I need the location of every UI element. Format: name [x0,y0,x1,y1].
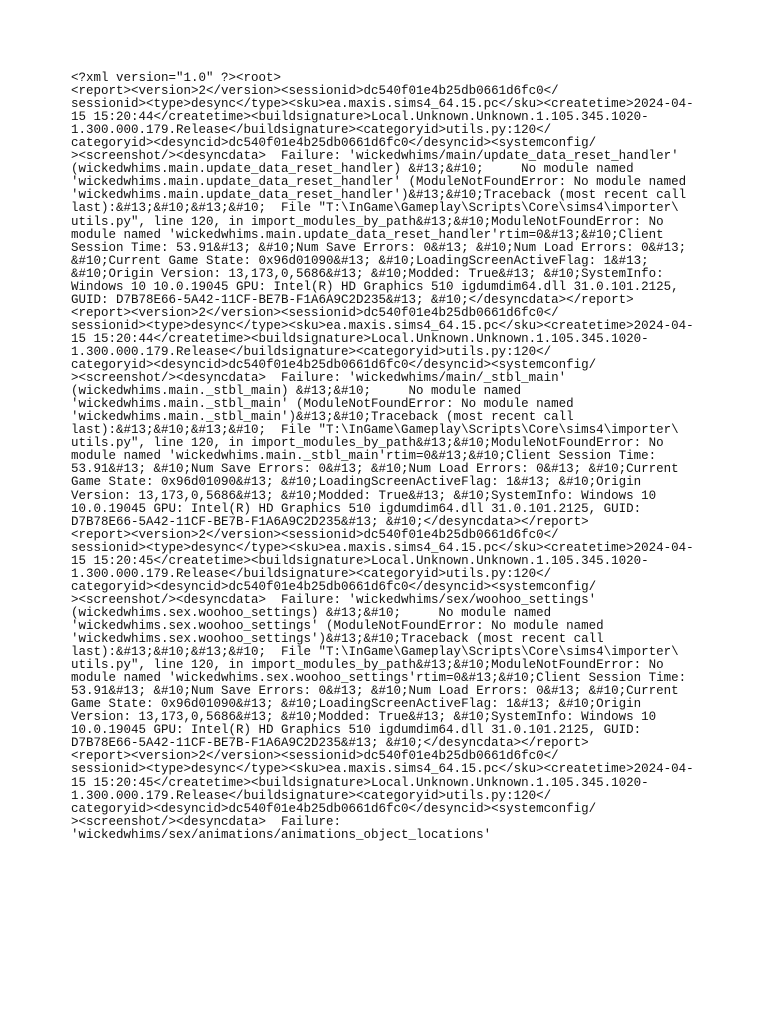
document-line: last):&#13;&#10;&#13;&#10; File "T:\InGame\Gameplay\Scripts\Core\sims4\importer\ [71,201,679,216]
document-line: <report><version>2</version><sessionid>dc540f01e4b25db0661d6fc0</ [71,749,559,764]
document-line: Version: 13,173,0,5686&#13; &#10;Modded: True&#13; &#10;SystemInfo: Windows 10 [71,710,657,725]
document-line: D7B78E66-5A42-11CF-BE7B-F1A6A9C2D235&#13; &#10;</desyncdata></report> [71,736,589,751]
document-line: <report><version>2</version><sessionid>dc540f01e4b25db0661d6fc0</ [71,305,559,320]
document-line: Version: 13,173,0,5686&#13; &#10;Modded: True&#13; &#10;SystemInfo: Windows 10 [71,488,657,503]
document-line: last):&#13;&#10;&#13;&#10; File "T:\InGame\Gameplay\Scripts\Core\sims4\importer\ [71,423,679,438]
document-line: &#10;Origin Version: 13,173,0,5686&#13; &#10;Modded: True&#13; &#10;SystemInfo: [71,266,664,281]
document-line: 15 15:20:45</createtime><buildsignature>Local.Unknown.Unknown.1.105.345.1020- [71,553,649,568]
document-line: sessionid><type>desync</type><sku>ea.maxis.sims4_64.15.pc</sku><createtime>2024-04- [71,318,694,333]
document-line: <report><version>2</version><sessionid>dc540f01e4b25db0661d6fc0</ [71,84,559,99]
document-line: (wickedwhims.main.update_data_reset_handler) &#13;&#10; No module named [71,162,634,177]
document-line: ><screenshot/><desyncdata> Failure: 'wickedwhims/main/_stbl_main' [71,371,567,386]
document-line: utils.py", line 120, in import_modules_by_path&#13;&#10;ModuleNotFoundError: No [71,214,664,229]
document-line: <report><version>2</version><sessionid>dc540f01e4b25db0661d6fc0</ [71,527,559,542]
document-line: utils.py", line 120, in import_modules_by_path&#13;&#10;ModuleNotFoundError: No [71,436,664,451]
document-line: 15 15:20:44</createtime><buildsignature>Local.Unknown.Unknown.1.105.345.1020- [71,331,649,346]
document-line: Windows 10 10.0.19045 GPU: Intel(R) HD Graphics 510 igdumdim64.dll 31.0.101.2125, [71,279,679,294]
document-line: 1.300.000.179.Release</buildsignature><categoryid>utils.py:120</ [71,344,552,359]
document-line: GUID: D7B78E66-5A42-11CF-BE7B-F1A6A9C2D235&#13; &#10;</desyncdata></report> [71,292,634,307]
document-line: 10.0.19045 GPU: Intel(R) HD Graphics 510 igdumdim64.dll 31.0.101.2125, GUID: [71,501,642,516]
document-line: 'wickedwhims.main.update_data_reset_handler' (ModuleNotFoundError: No module named [71,175,687,190]
document-line: categoryid><desyncid>dc540f01e4b25db0661d6fc0</desyncid><systemconfig/ [71,801,597,816]
document-line: 1.300.000.179.Release</buildsignature><categoryid>utils.py:120</ [71,566,552,581]
document-line: sessionid><type>desync</type><sku>ea.maxis.sims4_64.15.pc</sku><createtime>2024-04- [71,97,694,112]
document-line: (wickedwhims.main._stbl_main) &#13;&#10; No module named [71,384,522,399]
document-line: 53.91&#13; &#10;Num Save Errors: 0&#13; &#10;Num Load Errors: 0&#13; &#10;Current [71,684,679,699]
document-line: Game State: 0x96d01090&#13; &#10;LoadingScreenActiveFlag: 1&#13; &#10;Origin [71,475,642,490]
document-line: ><screenshot/><desyncdata> Failure: 'wickedwhims/sex/woohoo_settings' [71,592,597,607]
document-line: Session Time: 53.91&#13; &#10;Num Save Errors: 0&#13; &#10;Num Load Errors: 0&#13; [71,240,687,255]
document-line: (wickedwhims.sex.woohoo_settings) &#13;&#10; No module named [71,605,552,620]
document-line: categoryid><desyncid>dc540f01e4b25db0661d6fc0</desyncid><systemconfig/ [71,358,597,373]
document-line: Game State: 0x96d01090&#13; &#10;LoadingScreenActiveFlag: 1&#13; &#10;Origin [71,697,642,712]
document-line: &#10;Current Game State: 0x96d01090&#13; &#10;LoadingScreenActiveFlag: 1&#13; [71,253,649,268]
document-line: last):&#13;&#10;&#13;&#10; File "T:\InGame\Gameplay\Scripts\Core\sims4\importer\ [71,645,679,660]
document-line: 'wickedwhims.main._stbl_main')&#13;&#10;Traceback (most recent call [71,410,574,425]
document-line: 10.0.19045 GPU: Intel(R) HD Graphics 510 igdumdim64.dll 31.0.101.2125, GUID: [71,723,642,738]
document-line: sessionid><type>desync</type><sku>ea.maxis.sims4_64.15.pc</sku><createtime>2024-04- [71,540,694,555]
document-line: 'wickedwhims.sex.woohoo_settings' (ModuleNotFoundError: No module named [71,618,604,633]
document-line: 1.300.000.179.Release</buildsignature><categoryid>utils.py:120</ [71,788,552,803]
document-line: module named 'wickedwhims.main._stbl_main'rtim=0&#13;&#10;Client Session Time: [71,449,657,464]
document-line: D7B78E66-5A42-11CF-BE7B-F1A6A9C2D235&#13; &#10;</desyncdata></report> [71,514,589,529]
document-line: utils.py", line 120, in import_modules_by_path&#13;&#10;ModuleNotFoundError: No [71,658,664,673]
document-line: 'wickedwhims.sex.woohoo_settings')&#13;&#10;Traceback (most recent call [71,632,604,647]
document-line: categoryid><desyncid>dc540f01e4b25db0661d6fc0</desyncid><systemconfig/ [71,136,597,151]
document-line: 15 15:20:45</createtime><buildsignature>Local.Unknown.Unknown.1.105.345.1020- [71,775,649,790]
document-line: sessionid><type>desync</type><sku>ea.maxis.sims4_64.15.pc</sku><createtime>2024-04- [71,762,694,777]
document-line: 1.300.000.179.Release</buildsignature><categoryid>utils.py:120</ [71,123,552,138]
document-line: ><screenshot/><desyncdata> Failure: 'wickedwhims/main/update_data_reset_handler' [71,149,679,164]
document-line: 'wickedwhims.main._stbl_main' (ModuleNotFoundError: No module named [71,397,574,412]
document-line: module named 'wickedwhims.sex.woohoo_settings'rtim=0&#13;&#10;Client Session Time: [71,671,687,686]
document-line: 'wickedwhims.main.update_data_reset_handler')&#13;&#10;Traceback (most recent call [71,188,687,203]
document-body-text [71,72,711,842]
document-line: <?xml version="1.0" ?><root> [71,71,282,85]
document-line: ><screenshot/><desyncdata> Failure: [71,814,342,829]
document-line: module named 'wickedwhims.main.update_data_reset_handler'rtim=0&#13;&#10;Client [71,227,664,242]
document-line: categoryid><desyncid>dc540f01e4b25db0661d6fc0</desyncid><systemconfig/ [71,579,597,594]
document-line: 53.91&#13; &#10;Num Save Errors: 0&#13; &#10;Num Load Errors: 0&#13; &#10;Current [71,462,679,477]
document-line: 'wickedwhims/sex/animations/animations_object_locations' [71,827,492,842]
document-line: 15 15:20:44</createtime><buildsignature>Local.Unknown.Unknown.1.105.345.1020- [71,110,649,125]
